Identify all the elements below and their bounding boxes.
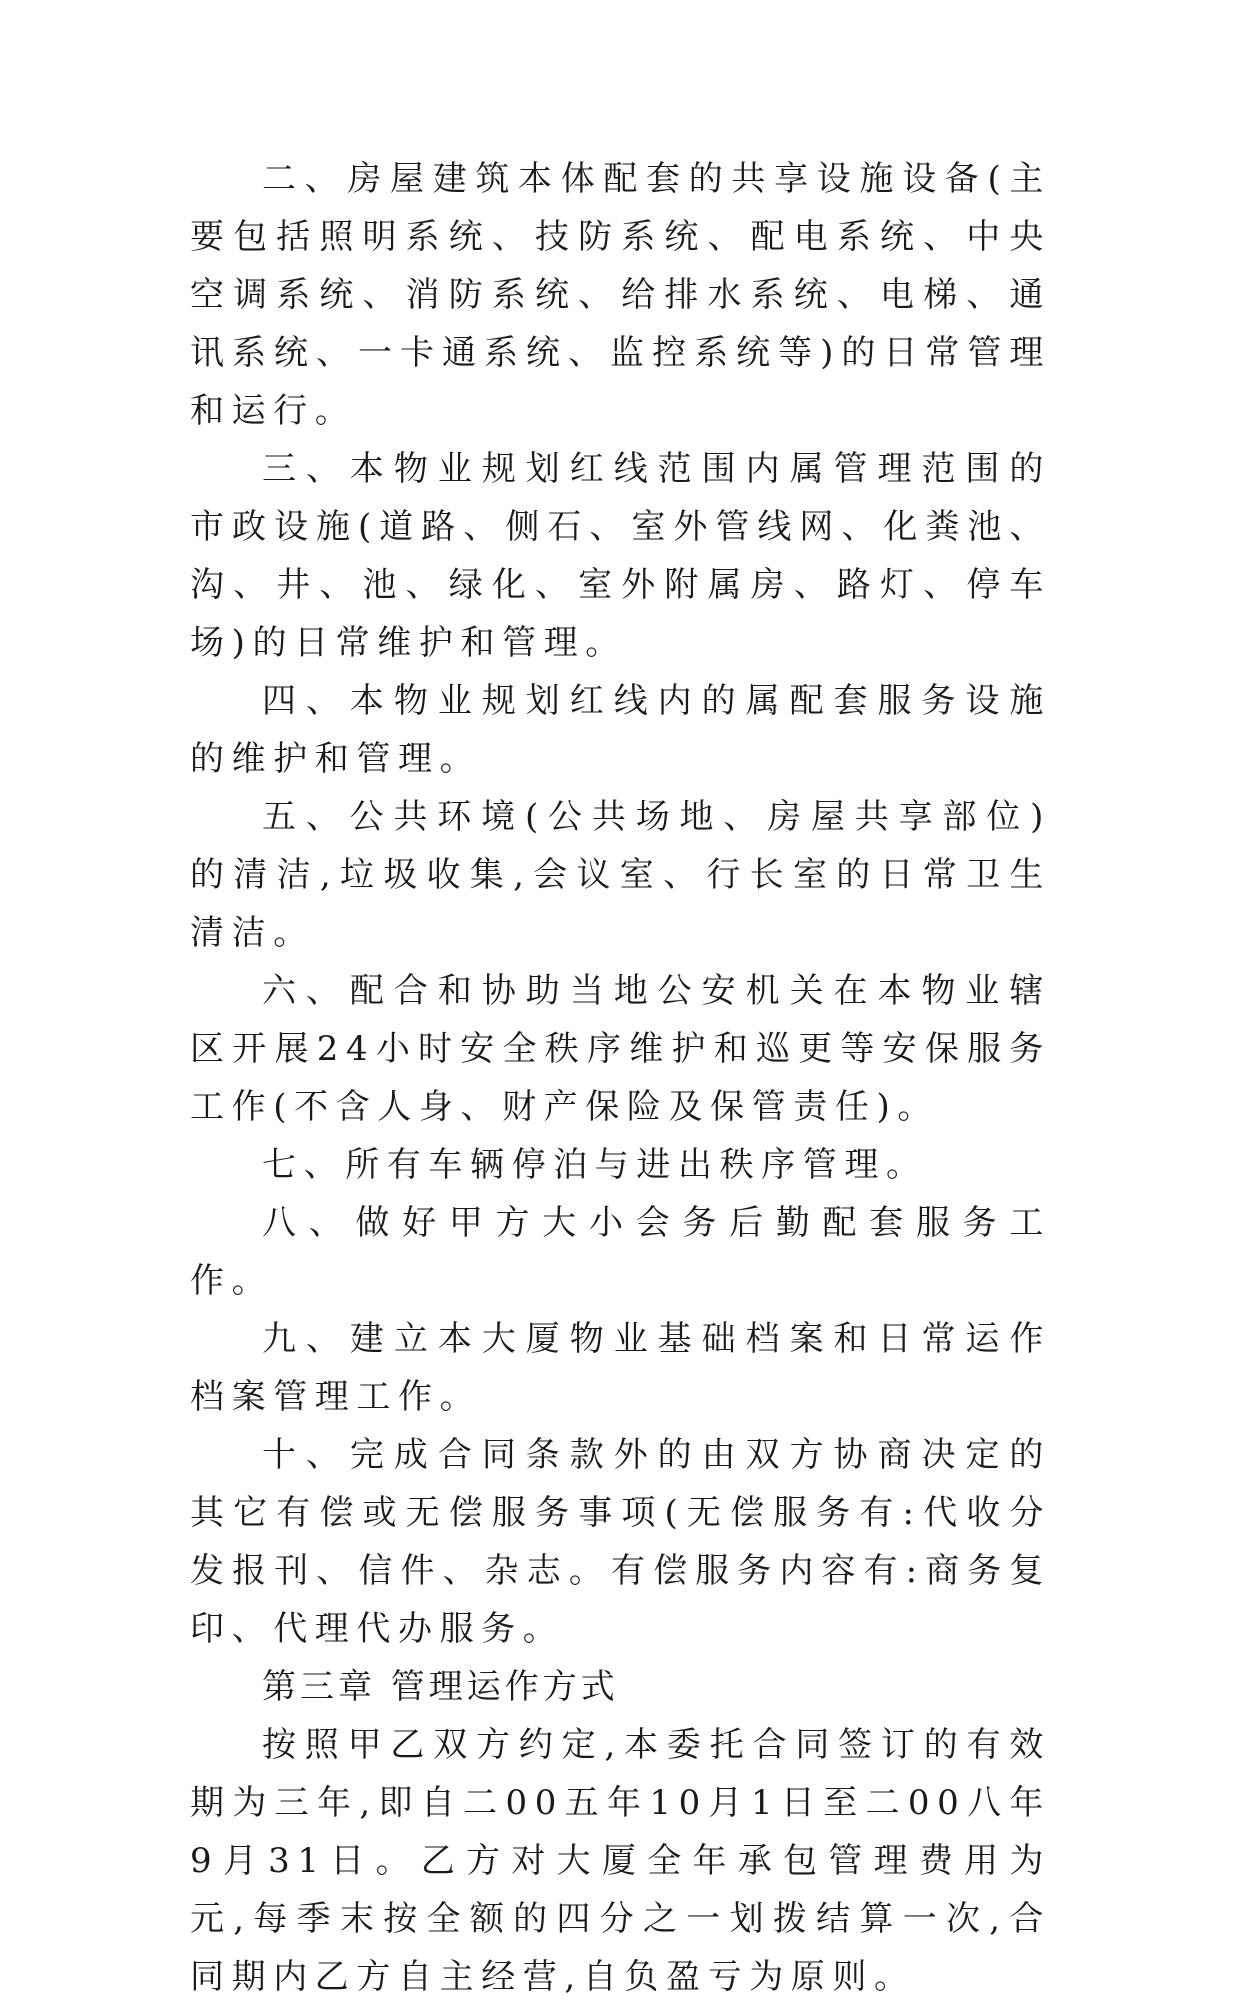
paragraph-8: 八、做好甲方大小会务后勤配套服务工作。 <box>190 1203 1051 1301</box>
paragraph-3: 三、本物业规划红线范围内属管理范围的市政设施(道路、侧石、室外管线网、化粪池、沟、井、池、绿化、室外附属房、路灯、停车场)的日常维护和管理。 <box>190 449 1051 663</box>
paragraph-2: 二、房屋建筑本体配套的共享设施设备(主要包括照明系统、技防系统、配电系统、中央空调系统、消防系统、给排水系统、电梯、通讯系统、一卡通系统、监控系统等)的日常管理和运行。 <box>190 159 1051 431</box>
paragraph-9: 九、建立本大厦物业基础档案和日常运作档案管理工作。 <box>190 1319 1051 1417</box>
document-page <box>190 150 1051 2006</box>
chapter-heading: 第三章 管理运作方式 <box>262 1667 619 1707</box>
final-paragraph: 按照甲乙双方约定,本委托合同签订的有效期为三年,即自二00五年10月1日至二00八年9月31日。乙方对大厦全年承包管理费用为 元,每季末按全额的四分之一划拨结算一次,合同期内乙方自主经营,自负盈亏为原则。 <box>190 1725 1051 1997</box>
paragraph-10: 十、完成合同条款外的由双方协商决定的其它有偿或无偿服务事项(无偿服务有:代收分发报刊、信件、杂志。有偿服务内容有:商务复印、代理代办服务。 <box>190 1435 1051 1649</box>
paragraph-4: 四、本物业规划红线内的属配套服务设施的维护和管理。 <box>190 681 1051 779</box>
paragraph-5: 五、公共环境(公共场地、房屋共享部位)的清洁,垃圾收集,会议室、行长室的日常卫生清洁。 <box>190 797 1051 953</box>
paragraph-6: 六、配合和协助当地公安机关在本物业辖区开展24小时安全秩序维护和巡更等安保服务工作(不含人身、财产保险及保管责任)。 <box>190 971 1051 1127</box>
paragraph-7: 七、所有车辆停泊与进出秩序管理。 <box>262 1145 928 1185</box>
